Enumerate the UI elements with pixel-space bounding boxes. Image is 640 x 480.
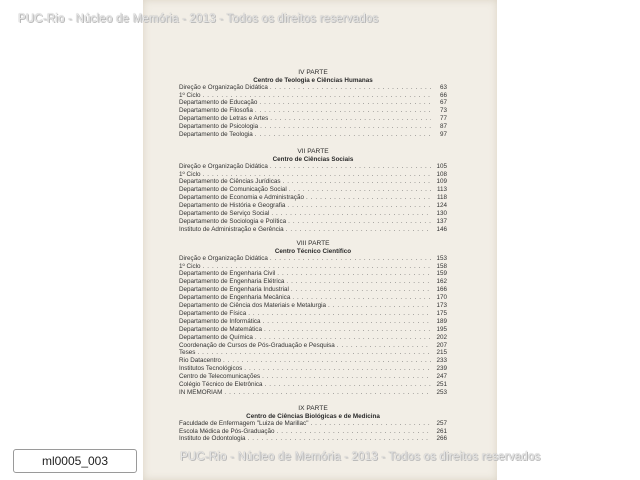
toc-list: [179, 163, 447, 234]
toc-entry-label: Faculdade de Enfermagem "Luiza de Marillac": [179, 419, 309, 427]
toc-entry-label: Direção e Organização Didática: [179, 83, 268, 91]
toc-leader-dots: [255, 334, 431, 342]
section-part: IV PARTE: [298, 69, 328, 76]
toc-entry: [179, 202, 447, 210]
section-part: IX PARTE: [298, 405, 328, 412]
toc-entry-label: Centro de Telecomunicações: [179, 373, 261, 381]
toc-leader-dots: [248, 310, 431, 318]
toc-entry-page: 73: [439, 107, 447, 115]
toc-entry: [179, 334, 447, 342]
toc-entry-label: Instituto de Administração e Gerência: [179, 225, 284, 233]
toc-leader-dots: [288, 218, 431, 226]
toc-entry-label: Departamento de Engenharia Elétrica: [179, 278, 285, 286]
toc-entry: [179, 178, 447, 186]
toc-entry-label: Departamento de Economia e Administração: [179, 194, 304, 202]
toc-list: [179, 255, 447, 397]
toc-entry-label: Departamento de Química: [179, 333, 253, 341]
toc-entry-label: Departamento de Serviço Social: [179, 210, 270, 218]
toc-entry-label: Departamento de Sociologia e Política: [179, 217, 287, 225]
toc-entry-label: Teses: [179, 349, 196, 357]
toc-entry-label: Departamento de Letras e Artes: [179, 115, 269, 123]
section-vii: [179, 149, 447, 234]
toc-entry-page: 173: [436, 302, 447, 310]
toc-leader-dots: [263, 318, 431, 326]
toc-entry: [179, 194, 447, 202]
toc-leader-dots: [270, 84, 431, 92]
toc-entry-page: 137: [436, 217, 447, 225]
toc-entry-page: 189: [436, 317, 447, 325]
toc-entry-page: 67: [439, 99, 447, 107]
toc-entry: [179, 99, 447, 107]
document-id-label: ml0005_003: [13, 449, 137, 473]
toc-entry-label: Departamento de Engenharia Civil: [179, 270, 276, 278]
toc-entry-label: Departamento de Física: [179, 309, 247, 317]
toc-leader-dots: [328, 302, 431, 310]
toc-entry-page: 257: [436, 419, 447, 427]
toc-leader-dots: [277, 270, 431, 278]
toc-entry: [179, 294, 447, 302]
watermark-bottom: PUC-Rio - Núcleo de Memória - 2013 - Todos os direitos reservados: [180, 451, 541, 463]
toc-entry: [179, 163, 447, 171]
toc-entry-page: 158: [436, 262, 447, 270]
toc-leader-dots: [286, 226, 431, 234]
toc-entry-label: Departamento de Informática: [179, 317, 261, 325]
toc-leader-dots: [203, 92, 431, 100]
toc-entry: [179, 428, 447, 436]
section-title: Centro de Ciências Sociais: [272, 155, 354, 163]
section-title: Centro Técnico Científico: [274, 247, 352, 255]
toc-entry-label: Instituto de Odontologia: [179, 435, 246, 443]
toc-entry-page: 118: [436, 194, 447, 202]
toc-leader-dots: [310, 420, 431, 428]
toc-leader-dots: [289, 186, 431, 194]
toc-entry: [179, 115, 447, 123]
toc-leader-dots: [286, 278, 431, 286]
toc-entry-page: 247: [436, 373, 447, 381]
toc-entry-page: 202: [436, 333, 447, 341]
toc-entry: [179, 373, 447, 381]
toc-entry-page: 66: [439, 91, 447, 99]
toc-leader-dots: [223, 357, 431, 365]
toc-entry-page: 159: [436, 270, 447, 278]
section-part: VII PARTE: [297, 148, 329, 155]
section-ix: [179, 406, 447, 443]
toc-entry-label: Direção e Organização Didática: [179, 254, 268, 262]
toc-leader-dots: [224, 389, 431, 397]
toc-leader-dots: [291, 286, 431, 294]
toc-entry-page: 239: [436, 365, 447, 373]
toc-entry: [179, 302, 447, 310]
toc-entry: [179, 270, 447, 278]
toc-entry-label: IN MEMORIAM: [179, 389, 223, 396]
toc-entry: [179, 278, 447, 286]
toc-entry-page: 233: [436, 357, 447, 365]
toc-entry-label: Colégio Técnico de Eletrônica: [179, 381, 263, 389]
toc-entry-label: Departamento de Educação: [179, 99, 258, 107]
toc-entry-label: Rio Datacentro: [179, 357, 221, 365]
toc-entry-page: 146: [436, 225, 447, 233]
toc-leader-dots: [270, 163, 431, 171]
toc-entry-page: 207: [436, 341, 447, 349]
toc-entry-label: Escola Médica de Pós-Graduação: [179, 427, 275, 435]
toc-leader-dots: [262, 373, 431, 381]
toc-list: [179, 420, 447, 444]
toc-entry: [179, 286, 447, 294]
toc-entry-page: 130: [436, 210, 447, 218]
toc-entry: [179, 420, 447, 428]
section-part: VIII PARTE: [296, 240, 330, 247]
toc-leader-dots: [337, 342, 431, 350]
toc-entry-page: 251: [436, 381, 447, 389]
toc-leader-dots: [248, 435, 431, 443]
toc-entry: [179, 131, 447, 139]
toc-leader-dots: [255, 131, 431, 139]
toc-entry: [179, 210, 447, 218]
toc-entry: [179, 226, 447, 234]
section-title: Centro de Ciências Biológicas e de Medicina: [246, 412, 380, 420]
toc-leader-dots: [287, 202, 431, 210]
toc-leader-dots: [306, 194, 431, 202]
toc-entry: [179, 389, 447, 397]
toc-entry-label: Coordenação de Cursos de Pós-Graduação e Pesquisa: [179, 341, 335, 349]
toc-entry-label: Departamento de Comunicação Social: [179, 186, 287, 194]
toc-leader-dots: [203, 263, 431, 271]
section-title: Centro de Teologia e Ciências Humanas: [253, 76, 373, 84]
toc-entry: [179, 326, 447, 334]
toc-entry-label: Departamento de Psicologia: [179, 123, 259, 131]
toc-entry: [179, 171, 447, 179]
toc-entry: [179, 92, 447, 100]
toc-entry: [179, 342, 447, 350]
toc-entry: [179, 255, 447, 263]
section-viii: [179, 241, 447, 397]
toc-entry-label: 1º Ciclo: [179, 170, 201, 178]
toc-entry: [179, 123, 447, 131]
toc-entry-label: Institutos Tecnológicos: [179, 365, 243, 373]
section-iv: [179, 70, 447, 139]
watermark-top: PUC-Rio - Núcleo de Memória - 2013 - Todos os direitos reservados: [18, 13, 379, 25]
toc-entry-page: 166: [436, 286, 447, 294]
toc-entry-page: 175: [436, 309, 447, 317]
toc-leader-dots: [244, 365, 431, 373]
toc-entry-label: Departamento de Engenharia Mecânica: [179, 294, 291, 302]
toc-leader-dots: [271, 210, 431, 218]
toc-entry-page: 109: [436, 178, 447, 186]
toc-entry: [179, 381, 447, 389]
toc-entry-label: Departamento de Matemática: [179, 325, 262, 333]
toc-leader-dots: [259, 99, 431, 107]
toc-leader-dots: [270, 115, 431, 123]
toc-leader-dots: [283, 178, 431, 186]
toc-entry-label: Departamento de Ciência dos Materiais e Metalurgia: [179, 302, 327, 310]
toc-entry-page: 105: [436, 162, 447, 170]
toc-entry-page: 195: [436, 325, 447, 333]
toc-entry: [179, 107, 447, 115]
toc-entry: [179, 218, 447, 226]
toc-entry: [179, 84, 447, 92]
toc-entry-label: Direção e Organização Didática: [179, 162, 268, 170]
toc-list: [179, 84, 447, 139]
toc-entry-page: 266: [436, 435, 447, 443]
toc-entry-page: 153: [436, 254, 447, 262]
toc-entry-label: Departamento de Ciências Jurídicas: [179, 178, 281, 186]
toc-leader-dots: [255, 107, 431, 115]
toc-entry-page: 124: [436, 202, 447, 210]
toc-entry-page: 162: [436, 278, 447, 286]
toc-entry-page: 170: [436, 294, 447, 302]
toc-leader-dots: [277, 428, 431, 436]
toc-entry: [179, 357, 447, 365]
toc-entry: [179, 365, 447, 373]
toc-entry: [179, 263, 447, 271]
toc-entry-label: 1º Ciclo: [179, 262, 201, 270]
toc-entry-page: 87: [439, 123, 447, 131]
toc-leader-dots: [292, 294, 431, 302]
toc-leader-dots: [203, 171, 431, 179]
toc-leader-dots: [197, 349, 431, 357]
toc-entry-page: 215: [436, 349, 447, 357]
toc-entry-label: Departamento de Filosofia: [179, 107, 253, 115]
toc-leader-dots: [270, 255, 431, 263]
toc-entry: [179, 435, 447, 443]
toc-entry-page: 77: [439, 115, 447, 123]
toc-entry-page: 63: [439, 83, 447, 91]
toc-leader-dots: [264, 326, 431, 334]
toc-entry: [179, 318, 447, 326]
toc-entry-label: Departamento de História e Geografia: [179, 202, 286, 210]
toc-leader-dots: [265, 381, 431, 389]
toc-entry-page: 253: [436, 389, 447, 396]
toc-leader-dots: [260, 123, 431, 131]
toc-entry-label: Departamento de Engenharia Industrial: [179, 286, 289, 294]
toc-entry: [179, 349, 447, 357]
toc-entry: [179, 310, 447, 318]
toc-entry-page: 261: [436, 427, 447, 435]
toc-entry-page: 97: [439, 131, 447, 139]
toc-entry: [179, 186, 447, 194]
toc-entry-label: Departamento de Teologia: [179, 131, 253, 139]
toc-entry-label: 1º Ciclo: [179, 91, 201, 99]
toc-entry-page: 108: [436, 170, 447, 178]
toc-entry-page: 113: [436, 186, 447, 194]
